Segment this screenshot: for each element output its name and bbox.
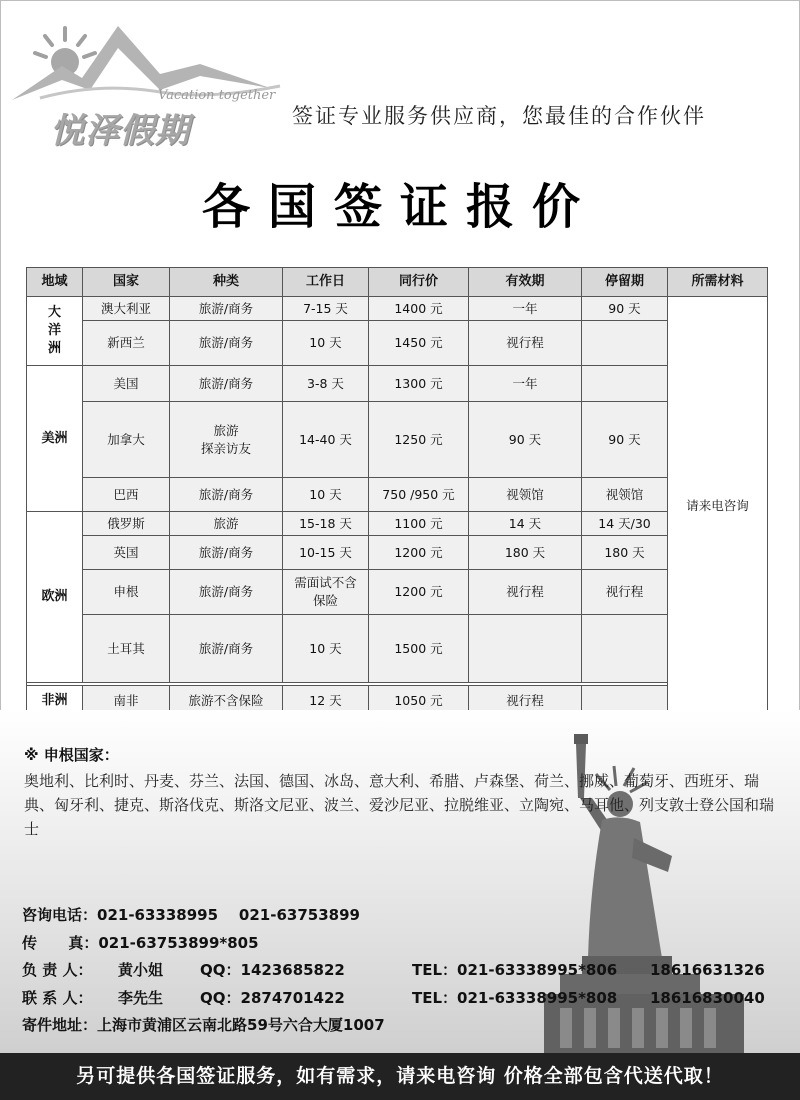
workdays-cell: 10-15 天	[283, 536, 369, 570]
region-africa: 非洲	[27, 686, 83, 716]
country-cell: 加拿大	[83, 402, 170, 478]
validity-cell: 一年	[469, 297, 582, 321]
price-cell: 1250 元	[369, 402, 469, 478]
workdays-cell: 需面试不含 保险	[283, 570, 369, 615]
header-workdays: 工作日	[283, 268, 369, 297]
validity-cell: 90 天	[469, 402, 582, 478]
table-row	[27, 366, 768, 402]
person2-tel: TEL：021-63338995*808	[412, 988, 618, 1007]
header-stay: 停留期	[582, 268, 668, 297]
type-cell: 旅游/商务	[170, 615, 283, 683]
price-cell: 1300 元	[369, 366, 469, 402]
type-cell: 旅游/商务	[170, 536, 283, 570]
validity-cell: 视行程	[469, 686, 582, 716]
logo-chinese-text: 悦泽假期	[50, 111, 190, 151]
contact-address-row	[22, 1014, 782, 1042]
type-cell: 旅游/商务	[170, 570, 283, 615]
type-cell: 旅游/商务	[170, 478, 283, 512]
country-cell: 美国	[83, 366, 170, 402]
table-row	[27, 402, 768, 478]
country-cell: 土耳其	[83, 615, 170, 683]
schengen-section	[24, 744, 776, 841]
header-materials: 所需材料	[668, 268, 768, 297]
header-country: 国家	[83, 268, 170, 297]
country-cell: 新西兰	[83, 321, 170, 366]
price-cell: 1100 元	[369, 512, 469, 536]
contact-person2-row	[22, 987, 782, 1015]
validity-cell: 180 天	[469, 536, 582, 570]
person2-name: 李先生	[118, 988, 164, 1007]
country-cell: 英国	[83, 536, 170, 570]
price-cell: 1500 元	[369, 615, 469, 683]
contact-fax-row	[22, 932, 782, 960]
stay-cell	[582, 366, 668, 402]
slogan: 签证专业服务供应商，您最佳的合作伙伴	[292, 104, 706, 128]
page-title: 各国签证报价	[201, 179, 598, 235]
contact-phone-row	[22, 904, 782, 932]
stay-cell: 90 天	[582, 297, 668, 321]
country-cell: 申根	[83, 570, 170, 615]
table-row	[27, 297, 768, 321]
stay-cell: 90 天	[582, 402, 668, 478]
footer-banner: 另可提供各国签证服务，如有需求，请来电咨询 价格全部包含代送代取！	[0, 1053, 800, 1100]
stay-cell	[582, 321, 668, 366]
workdays-cell: 15-18 天	[283, 512, 369, 536]
country-cell: 巴西	[83, 478, 170, 512]
region-oceania: 大 洋 洲	[27, 297, 83, 366]
person2-qq: QQ：2874701422	[200, 988, 345, 1007]
address-value: 上海市黄浦区云南北路59号六合大厦1007	[97, 1016, 385, 1034]
region-americas: 美洲	[27, 366, 83, 512]
workdays-cell: 14-40 天	[283, 402, 369, 478]
price-cell: 1450 元	[369, 321, 469, 366]
contact-section	[22, 904, 782, 1042]
person2-mobile: 18616830040	[650, 988, 765, 1007]
validity-cell: 视行程	[469, 570, 582, 615]
phone-label: 咨询电话：	[22, 906, 98, 924]
type-cell: 旅游/商务	[170, 366, 283, 402]
price-cell: 1050 元	[369, 686, 469, 716]
logo-english-text: Vacation together	[158, 88, 276, 103]
table-row	[27, 321, 768, 366]
workdays-cell: 10 天	[283, 478, 369, 512]
company-logo	[10, 18, 300, 151]
person1-mobile: 18616631326	[650, 961, 765, 979]
visa-price-table	[26, 267, 768, 716]
price-cell: 1200 元	[369, 536, 469, 570]
phone-value: 021-63338995 021-63753899	[97, 906, 360, 924]
person1-qq: QQ：1423685822	[200, 961, 345, 979]
validity-cell: 一年	[469, 366, 582, 402]
table-row	[27, 536, 768, 570]
country-cell: 澳大利亚	[83, 297, 170, 321]
fax-value: 021-63753899*805	[98, 933, 259, 952]
table-header-row	[27, 268, 768, 297]
validity-cell: 14 天	[469, 512, 582, 536]
schengen-country-list: 奥地利、比利时、丹麦、芬兰、法国、德国、冰岛、意大利、希腊、卢森堡、荷兰、挪威、葡萄牙、西班牙、瑞典、匈牙利、捷克、斯洛伐克、斯洛文尼亚、波兰、爱沙尼亚、拉脱维亚、立陶宛、马耳他、列支敦士登公国和瑞士	[24, 772, 775, 838]
header-type: 种类	[170, 268, 283, 297]
schengen-title: ※ 申根国家：	[24, 746, 119, 764]
workdays-cell: 3-8 天	[283, 366, 369, 402]
materials-cell: 请来电咨询	[668, 297, 768, 716]
price-cell: 1200 元	[369, 570, 469, 615]
validity-cell: 视领馆	[469, 478, 582, 512]
workdays-cell: 10 天	[283, 321, 369, 366]
region-europe: 欧洲	[27, 512, 83, 683]
header-validity: 有效期	[469, 268, 582, 297]
address-label: 寄件地址：	[22, 1016, 98, 1034]
workdays-cell: 10 天	[283, 615, 369, 683]
person2-label: 联 系 人：	[22, 988, 93, 1007]
person1-label: 负 责 人：	[22, 961, 93, 979]
type-cell: 旅游不含保险	[170, 686, 283, 716]
fax-label: 传 真：	[22, 933, 99, 952]
stay-cell: 视行程	[582, 570, 668, 615]
table-row	[27, 512, 768, 536]
validity-cell	[469, 615, 582, 683]
price-cell: 750 /950 元	[369, 478, 469, 512]
type-cell: 旅游 探亲访友	[170, 402, 283, 478]
table-row	[27, 615, 768, 683]
workdays-cell: 12 天	[283, 686, 369, 716]
stay-cell: 180 天	[582, 536, 668, 570]
country-cell: 南非	[83, 686, 170, 716]
type-cell: 旅游/商务	[170, 297, 283, 321]
header-price: 同行价	[369, 268, 469, 297]
stay-cell: 14 天/30	[582, 512, 668, 536]
stay-cell: 视领馆	[582, 478, 668, 512]
type-cell: 旅游	[170, 512, 283, 536]
country-cell: 俄罗斯	[83, 512, 170, 536]
person1-name: 黄小姐	[118, 961, 164, 979]
table-row	[27, 570, 768, 615]
validity-cell: 视行程	[469, 321, 582, 366]
header-region: 地域	[27, 268, 83, 297]
type-cell: 旅游/商务	[170, 321, 283, 366]
workdays-cell: 7-15 天	[283, 297, 369, 321]
table-row	[27, 478, 768, 512]
stay-cell	[582, 615, 668, 683]
contact-person1-row	[22, 959, 782, 987]
person1-tel: TEL：021-63338995*806	[412, 961, 618, 979]
price-cell: 1400 元	[369, 297, 469, 321]
